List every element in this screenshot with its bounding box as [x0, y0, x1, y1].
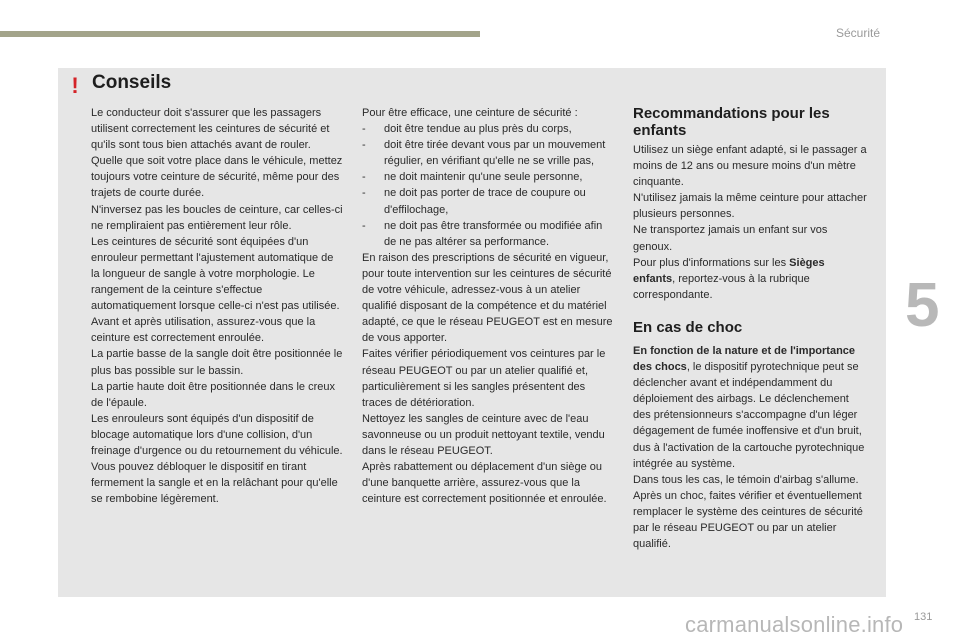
paragraph: Le conducteur doit s'assurer que les passagers utilisent correctement les ceintures de sécurité et qu'ils sont tous bien attachés avant de rouler.: [91, 107, 330, 152]
dash-bullet: -: [362, 139, 366, 152]
column-1: [91, 105, 344, 507]
paragraph: La partie basse de la sangle doit être positionnée le plus bas possible sur le bassin.: [91, 348, 343, 377]
paragraph: N'utilisez jamais la même ceinture pour attacher plusieurs personnes.: [633, 192, 867, 221]
dash-bullet: -: [362, 187, 366, 200]
header-accent-bar: [0, 31, 480, 37]
children-section: [633, 142, 867, 303]
paragraph: Avant et après utilisation, assurez-vous que la ceinture est correctement enroulée.: [91, 316, 316, 345]
paragraph: Utilisez un siège enfant adapté, si le passager a moins de 12 ans ou mesure moins d'un mètre cinquante.: [633, 144, 867, 189]
paragraph: Quelle que soit votre place dans le véhicule, mettez toujours votre ceinture de sécurité, même pour des trajets de courte durée.: [91, 155, 343, 200]
dash-bullet: -: [362, 123, 366, 136]
paragraph: La partie haute doit être positionnée dans le creux de l'épaule.: [91, 380, 335, 409]
paragraph: Faites vérifier périodiquement vos ceintures par le réseau PEUGEOT ou par un atelier qualifié et, particulièrement si les sangles présentent des traces de détérioration.: [362, 348, 606, 409]
list-item: - doit être tendue au plus près du corps,: [362, 121, 614, 137]
chapter-number: 5: [905, 271, 940, 340]
crash-heading: En cas de choc: [633, 319, 743, 336]
list-item: - ne doit pas être transformée ou modifiée afin de ne pas altérer sa performance.: [362, 218, 614, 250]
list-item: - ne doit pas porter de trace de coupure ou d'effilochage,: [362, 185, 614, 217]
panel-title: Conseils: [92, 72, 172, 93]
dash-bullet: -: [362, 219, 366, 232]
list-item: - ne doit maintenir qu'une seule personne,: [362, 169, 614, 185]
dash-bullet: -: [362, 171, 366, 184]
paragraph: Pour plus d'informations sur les Sièges enfants, reportez-vous à la rubrique correspondante.: [633, 256, 825, 301]
list-item: - doit être tirée devant vous par un mouvement régulier, en vérifiant qu'elle ne se vrille pas,: [362, 137, 614, 169]
crash-section: [633, 343, 867, 552]
page-number: 131: [914, 611, 933, 623]
paragraph: En fonction de la nature et de l'importance des chocs, le dispositif pyrotechnique peut se déclencher avant et indépendamment du déploiement des airbags. Le déclenchement des prétensionneurs s'accompagne d'un léger dégagement de fumée inoffensive et d'un bruit, dus à l'activation de la cartouche pyrotechnique intégrée au système.: [633, 345, 865, 470]
paragraph: En raison des prescriptions de sécurité en vigueur, pour toute intervention sur les ceintures de sécurité de votre véhicule, adressez-vous à un atelier qualifié disposant de la compétence et du matériel adapté, ce que le réseau PEUGEOT est en mesure de vous apporter.: [362, 251, 613, 345]
paragraph: Les ceintures de sécurité sont équipées d'un enrouleur permettant l'ajustement automatique de la longueur de sangle à votre morphologie. Le rangement de la ceinture s'effectue automatiquement lorsque celle-ci n'est pas utilisée.: [91, 235, 340, 313]
list-intro: Pour être efficace, une ceinture de sécurité :: [362, 107, 578, 119]
children-heading: Recommandations pour les enfants: [633, 105, 830, 139]
paragraph: N'inversez pas les boucles de ceinture, car celles-ci ne rempliraient pas entièrement leur rôle.: [91, 203, 343, 232]
section-title: Sécurité: [836, 26, 881, 40]
watermark: carmanualsonline.info: [685, 612, 904, 637]
paragraph: Les enrouleurs sont équipés d'un dispositif de blocage automatique lors d'une collision, d'un freinage d'urgence ou du retournement du véhicule. Vous pouvez débloquer le dispositif en tirant fermement la sangle et en la relâchant pour qu'elle se rembobine légèrement.: [91, 412, 343, 506]
paragraph: Dans tous les cas, le témoin d'airbag s'allume.: [633, 473, 859, 486]
warning-exclamation-icon: !: [71, 73, 79, 98]
cross-reference: Sièges enfants: [633, 256, 825, 285]
paragraph: Après un choc, faites vérifier et éventuellement remplacer le système des ceintures de sécurité par le réseau PEUGEOT ou par un atelier qualifié.: [633, 489, 863, 551]
paragraph: Ne transportez jamais un enfant sur vos genoux.: [633, 224, 828, 253]
column-2: [362, 105, 614, 507]
paragraph: Nettoyez les sangles de ceinture avec de l'eau savonneuse ou un produit nettoyant textile, vendu dans le réseau PEUGEOT.: [362, 412, 605, 457]
paragraph: Après rabattement ou déplacement d'un siège ou d'une banquette arrière, assurez-vous que la ceinture est correctement positionnée et enroulée.: [362, 461, 607, 506]
